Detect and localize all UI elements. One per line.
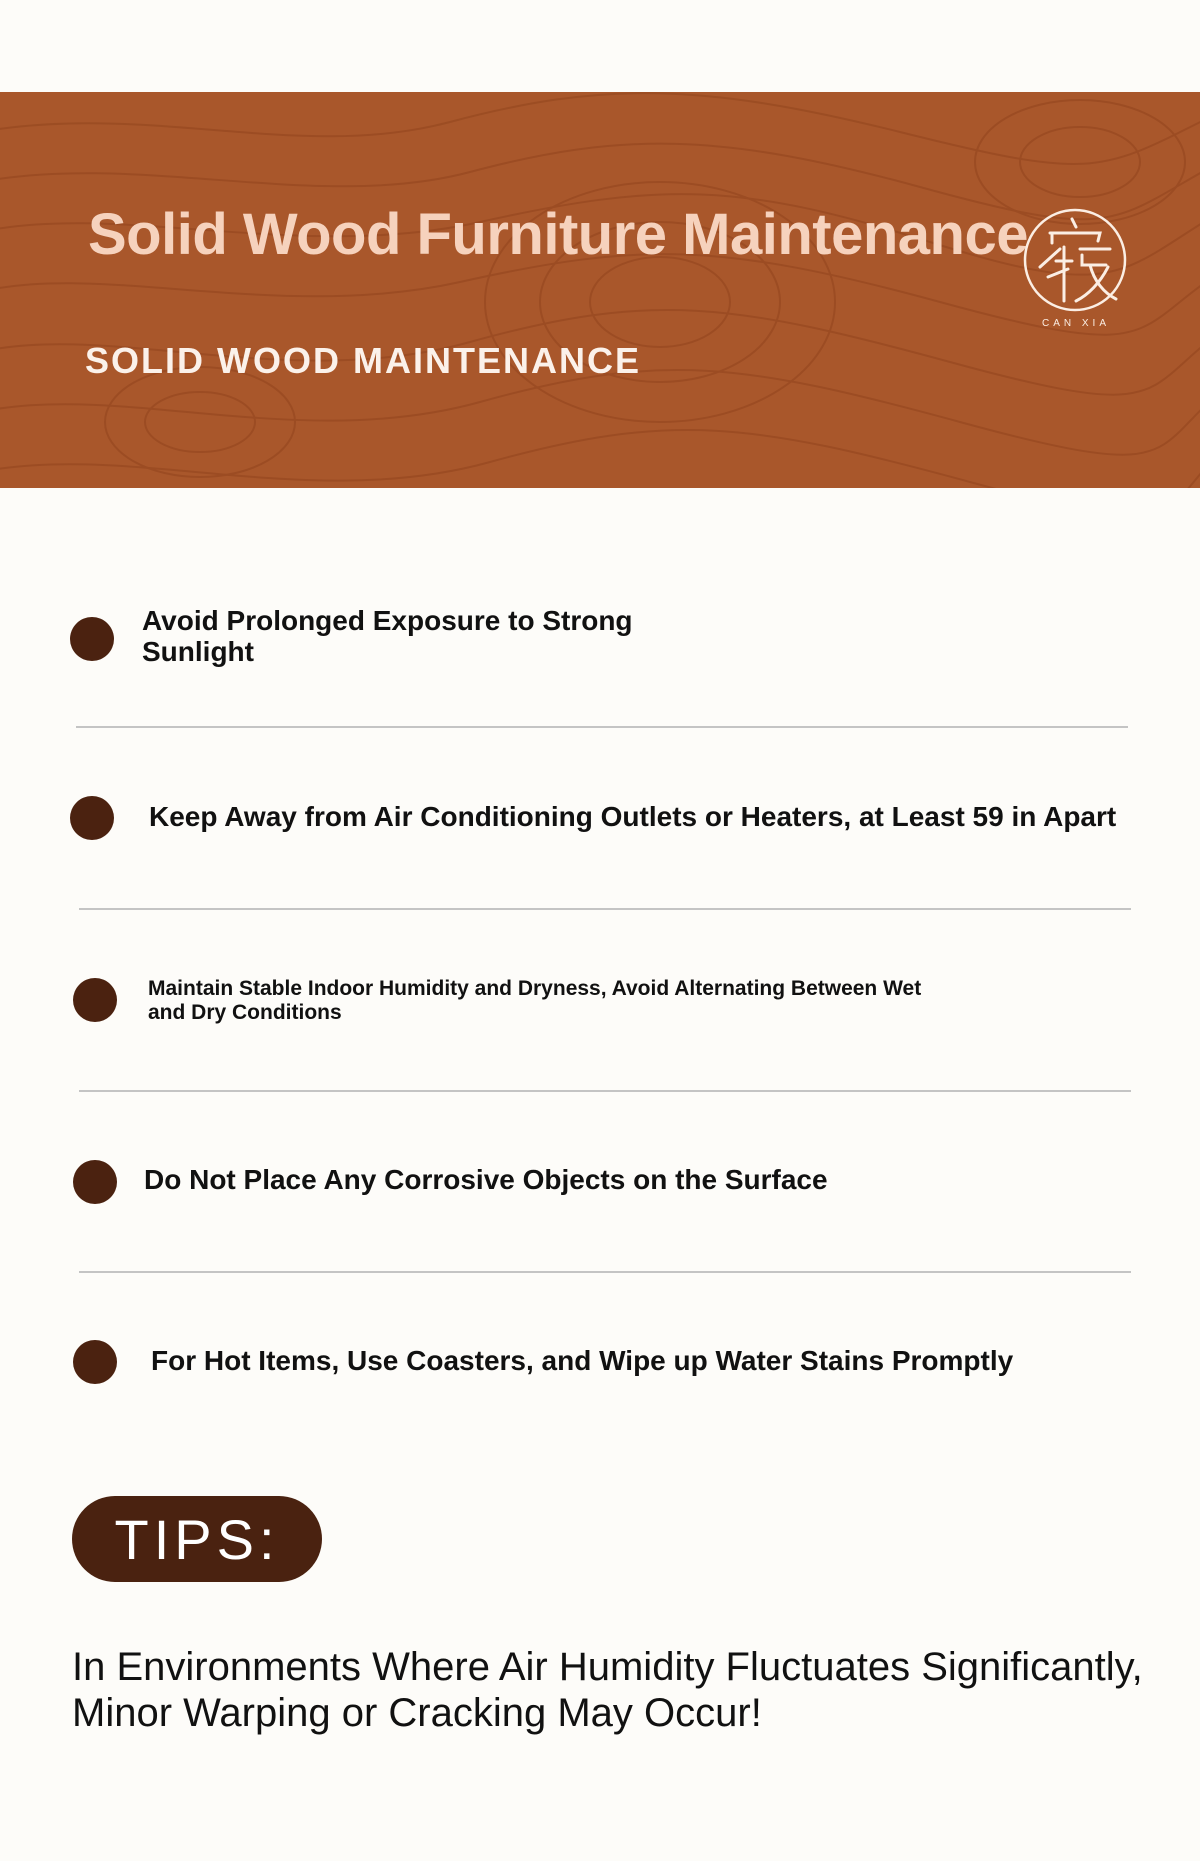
bullet-dot-icon [73,1160,117,1204]
divider [79,1271,1131,1273]
item-text: Avoid Prolonged Exposure to Strong Sunlight [142,605,633,667]
calligraphy-seal-icon [1020,205,1130,315]
page-subtitle: SOLID WOOD MAINTENANCE [85,340,641,381]
divider [79,1090,1131,1092]
item-text: Maintain Stable Indoor Humidity and Dryness, Avoid Alternating Between Wet and Dry Conditions [148,977,922,1024]
item-text: Keep Away from Air Conditioning Outlets or Heaters, at Least 59 in Apart [149,801,1117,832]
bullet-dot-icon [73,1340,117,1384]
page-title: Solid Wood Furniture Maintenance [88,202,1028,267]
bullet-dot-icon [73,978,117,1022]
tips-text: In Environments Where Air Humidity Fluctuates Significantly, Minor Warping or Cracking May Occur! [72,1645,1143,1735]
item-text: For Hot Items, Use Coasters, and Wipe up Water Stains Promptly [151,1345,1014,1376]
bullet-dot-icon [70,617,114,661]
tips-badge: TIPS: [72,1496,322,1582]
item-text: Do Not Place Any Corrosive Objects on the Surface [144,1164,828,1195]
divider [76,726,1128,728]
divider [79,908,1131,910]
bullet-dot-icon [70,796,114,840]
brand-text: CAN XIA [1042,318,1111,329]
